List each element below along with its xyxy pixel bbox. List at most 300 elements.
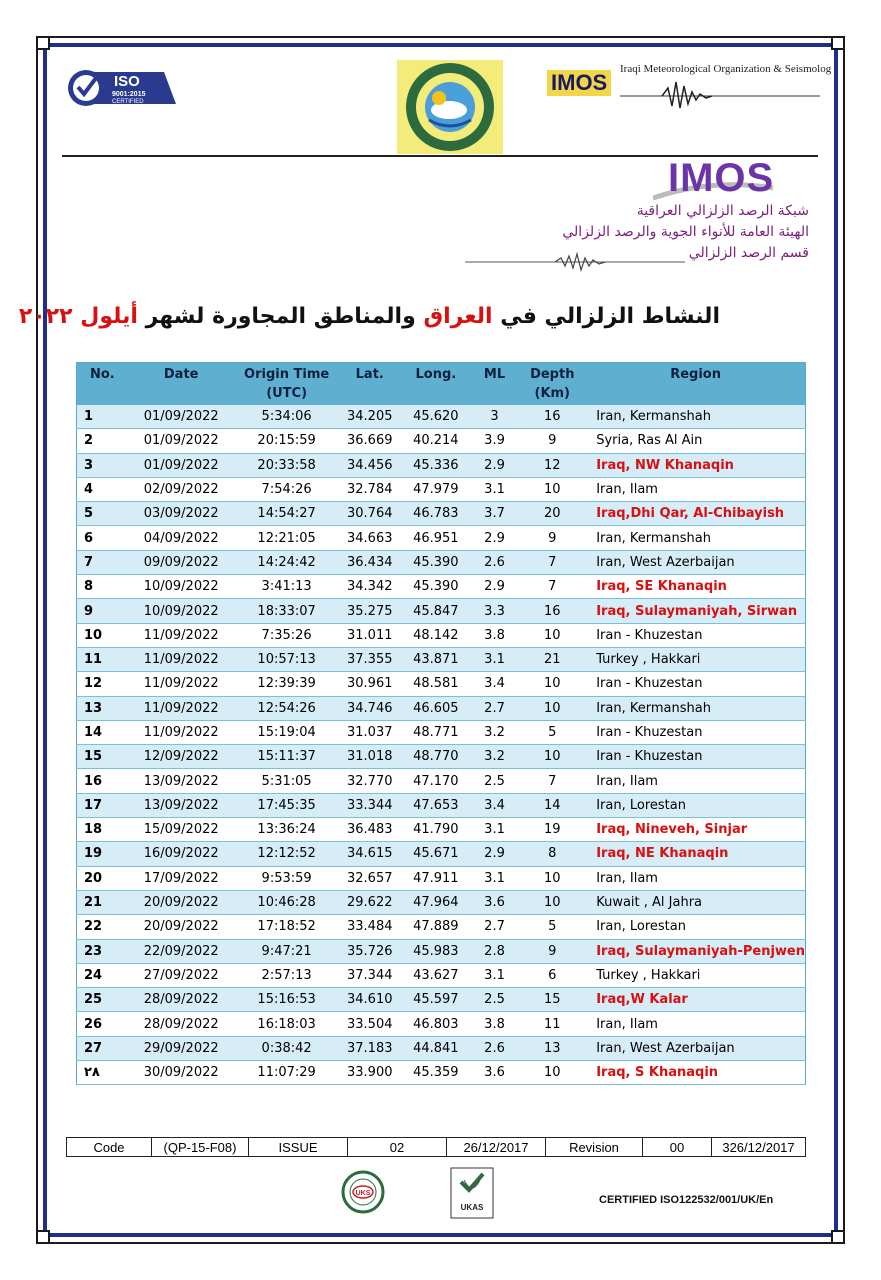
table-row [77, 939, 806, 963]
cell-ml: 3.1 [471, 477, 519, 501]
title-part-3: والمناطق المجاورة لشهر [145, 304, 416, 329]
cell-depth: 10 [518, 890, 586, 914]
cell-lat: 34.746 [339, 696, 401, 720]
cell-lat: 33.484 [339, 915, 401, 939]
col-origin-time-line2: (UTC) [266, 386, 308, 401]
cell-long: 45.597 [401, 988, 471, 1012]
cell-long: 47.170 [401, 769, 471, 793]
cell-ml: 3.1 [471, 963, 519, 987]
table-row [77, 526, 806, 550]
cell-lat: 30.764 [339, 502, 401, 526]
cell-depth: 20 [518, 502, 586, 526]
cell-origin-time: 10:46:28 [235, 890, 339, 914]
cell-ml: 2.7 [471, 696, 519, 720]
cell-region: Iraq, Sulaymaniyah, Sirwan [586, 599, 805, 623]
cell-depth: 11 [518, 1012, 586, 1036]
col-no: No. [77, 363, 128, 406]
cell-lat: 31.018 [339, 745, 401, 769]
cell-region: Iran, Ilam [586, 477, 805, 501]
cell-lat: 35.275 [339, 599, 401, 623]
cell-depth: 10 [518, 623, 586, 647]
cell-ml: 3.1 [471, 818, 519, 842]
cell-date: 11/09/2022 [128, 647, 235, 671]
cell-no: 6 [77, 526, 128, 550]
cell-origin-time: 12:39:39 [235, 672, 339, 696]
cell-no: 17 [77, 793, 128, 817]
organization-emblem [397, 60, 503, 154]
revision-date: 326/12/2017 [712, 1138, 806, 1157]
cell-depth: 10 [518, 866, 586, 890]
cell-ml: 3.2 [471, 745, 519, 769]
cell-ml: 3.6 [471, 1061, 519, 1085]
cell-no: 9 [77, 599, 128, 623]
cell-ml: 3.9 [471, 429, 519, 453]
cell-depth: 16 [518, 599, 586, 623]
cell-no: 16 [77, 769, 128, 793]
cell-depth: 10 [518, 672, 586, 696]
revision-value: 00 [643, 1138, 712, 1157]
cell-no: 1 [77, 405, 128, 429]
cell-lat: 35.726 [339, 939, 401, 963]
cell-region: Iraq,W Kalar [586, 988, 805, 1012]
cell-ml: 3.2 [471, 720, 519, 744]
corner-ornament-tr [831, 36, 845, 50]
cell-no: 14 [77, 720, 128, 744]
table-row [77, 793, 806, 817]
uks-label: UKS [355, 1190, 371, 1197]
table-row [77, 647, 806, 671]
cell-date: 02/09/2022 [128, 477, 235, 501]
cell-region: Turkey , Hakkari [586, 963, 805, 987]
report-title [18, 304, 720, 329]
cell-origin-time: 12:21:05 [235, 526, 339, 550]
issue-label: ISSUE [249, 1138, 348, 1157]
cell-date: 10/09/2022 [128, 575, 235, 599]
department-name-ar: قسم الرصد الزلزالي [688, 245, 809, 261]
cell-origin-time: 9:53:59 [235, 866, 339, 890]
cell-region: Iran, West Azerbaijan [586, 550, 805, 574]
col-origin-time-line1: Origin Time [244, 367, 330, 382]
col-region: Region [586, 363, 805, 406]
col-long: Long. [401, 363, 471, 406]
cell-lat: 37.355 [339, 647, 401, 671]
cell-lat: 31.011 [339, 623, 401, 647]
cell-lat: 36.669 [339, 429, 401, 453]
cell-date: 03/09/2022 [128, 502, 235, 526]
table-row [77, 429, 806, 453]
cell-long: 47.653 [401, 793, 471, 817]
cell-ml: 3.7 [471, 502, 519, 526]
cell-ml: 2.7 [471, 915, 519, 939]
network-name-ar: شبكة الرصد الزلزالي العراقية [636, 203, 809, 219]
cell-origin-time: 20:15:59 [235, 429, 339, 453]
certification-number: CERTIFIED ISO122532/001/UK/En [599, 1194, 774, 1206]
cell-no: 13 [77, 696, 128, 720]
cell-origin-time: 5:34:06 [235, 405, 339, 429]
cell-no: 26 [77, 1012, 128, 1036]
cell-date: 30/09/2022 [128, 1061, 235, 1085]
cell-date: 01/09/2022 [128, 453, 235, 477]
cell-origin-time: 13:36:24 [235, 818, 339, 842]
cell-date: 20/09/2022 [128, 890, 235, 914]
cell-region: Iran, Ilam [586, 769, 805, 793]
cell-long: 40.214 [401, 429, 471, 453]
cell-origin-time: 12:54:26 [235, 696, 339, 720]
cell-no: 27 [77, 1036, 128, 1060]
iso-label: ISO [114, 73, 140, 90]
cell-long: 45.847 [401, 599, 471, 623]
cell-date: 11/09/2022 [128, 672, 235, 696]
cell-no: 2 [77, 429, 128, 453]
cell-date: 13/09/2022 [128, 769, 235, 793]
imos-large-logo: IMOS [668, 156, 775, 200]
cell-origin-time: 15:16:53 [235, 988, 339, 1012]
cell-date: 28/09/2022 [128, 988, 235, 1012]
cell-origin-time: 7:54:26 [235, 477, 339, 501]
cell-date: 27/09/2022 [128, 963, 235, 987]
ukas-label: UKAS [460, 1203, 484, 1212]
cell-date: 11/09/2022 [128, 696, 235, 720]
cell-origin-time: 3:41:13 [235, 575, 339, 599]
cell-no: 5 [77, 502, 128, 526]
cell-no: 22 [77, 915, 128, 939]
cell-no: 24 [77, 963, 128, 987]
table-row [77, 915, 806, 939]
col-lat: Lat. [339, 363, 401, 406]
cell-date: 01/09/2022 [128, 429, 235, 453]
title-part-iraq: العراق [423, 304, 493, 329]
cell-origin-time: 2:57:13 [235, 963, 339, 987]
cell-depth: 7 [518, 575, 586, 599]
cell-depth: 9 [518, 939, 586, 963]
cell-depth: 15 [518, 988, 586, 1012]
cell-region: Iran, Kermanshah [586, 696, 805, 720]
cell-lat: 37.344 [339, 963, 401, 987]
cell-lat: 31.037 [339, 720, 401, 744]
cell-lat: 36.483 [339, 818, 401, 842]
cell-date: 12/09/2022 [128, 745, 235, 769]
table-row [77, 453, 806, 477]
cell-ml: 3.4 [471, 672, 519, 696]
table-row [77, 623, 806, 647]
col-origin-time [235, 363, 339, 406]
corner-ornament-bl [36, 1230, 50, 1244]
cell-lat: 34.663 [339, 526, 401, 550]
cell-origin-time: 14:24:42 [235, 550, 339, 574]
cell-ml: 3.1 [471, 866, 519, 890]
cell-ml: 3.3 [471, 599, 519, 623]
cell-no: 11 [77, 647, 128, 671]
cell-long: 47.964 [401, 890, 471, 914]
cell-long: 48.581 [401, 672, 471, 696]
cell-origin-time: 10:57:13 [235, 647, 339, 671]
seismograph-icon [620, 80, 820, 110]
cell-region: Turkey , Hakkari [586, 647, 805, 671]
cell-region: Iran, Lorestan [586, 793, 805, 817]
cell-ml: 2.6 [471, 550, 519, 574]
revision-label: Revision [546, 1138, 643, 1157]
cell-lat: 37.183 [339, 1036, 401, 1060]
table-row [77, 575, 806, 599]
cell-ml: 2.8 [471, 939, 519, 963]
cell-depth: 8 [518, 842, 586, 866]
cell-date: 16/09/2022 [128, 842, 235, 866]
cell-lat: 32.770 [339, 769, 401, 793]
cell-ml: 3 [471, 405, 519, 429]
col-ml: ML [471, 363, 519, 406]
cell-date: 20/09/2022 [128, 915, 235, 939]
cell-long: 47.979 [401, 477, 471, 501]
cell-long: 45.359 [401, 1061, 471, 1085]
cell-region: Iran - Khuzestan [586, 623, 805, 647]
imos-organization-name: Iraqi Meteorological Organization & Seismolog [620, 63, 832, 75]
cell-region: Iran, Ilam [586, 866, 805, 890]
corner-ornament-br [831, 1230, 845, 1244]
cell-region: Iran, Kermanshah [586, 405, 805, 429]
cell-lat: 34.205 [339, 405, 401, 429]
imos-header-logo: IMOS [547, 70, 611, 96]
cell-depth: 6 [518, 963, 586, 987]
document-control-table [66, 1137, 806, 1157]
cell-lat: 34.456 [339, 453, 401, 477]
cell-region: Iraq, NW Khanaqin [586, 453, 805, 477]
table-row [77, 1061, 806, 1085]
registration-seal-icon [336, 1170, 390, 1214]
cell-region: Iran - Khuzestan [586, 745, 805, 769]
cell-region: Iran, West Azerbaijan [586, 1036, 805, 1060]
cell-date: 28/09/2022 [128, 1012, 235, 1036]
table-row [77, 769, 806, 793]
cell-region: Iran - Khuzestan [586, 720, 805, 744]
cell-long: 46.951 [401, 526, 471, 550]
cell-no: 21 [77, 890, 128, 914]
cell-origin-time: 15:11:37 [235, 745, 339, 769]
cell-region: Iraq, Sulaymaniyah-Penjwen [586, 939, 805, 963]
cell-region: Kuwait , Al Jahra [586, 890, 805, 914]
cell-long: 46.605 [401, 696, 471, 720]
cell-lat: 36.434 [339, 550, 401, 574]
cell-ml: 2.5 [471, 769, 519, 793]
cell-origin-time: 12:12:52 [235, 842, 339, 866]
cell-long: 47.911 [401, 866, 471, 890]
table-row [77, 1036, 806, 1060]
table-row [77, 818, 806, 842]
iso-standard: 9001:2015 [112, 91, 146, 98]
cell-depth: 10 [518, 745, 586, 769]
table-header-row [77, 363, 806, 406]
cell-ml: 2.9 [471, 526, 519, 550]
table-row [77, 599, 806, 623]
cell-no: ٢٨ [77, 1061, 128, 1085]
cell-date: 17/09/2022 [128, 866, 235, 890]
cell-long: 43.871 [401, 647, 471, 671]
ukas-logo-icon [449, 1166, 495, 1220]
cell-ml: 3.1 [471, 647, 519, 671]
cell-long: 45.620 [401, 405, 471, 429]
cell-origin-time: 5:31:05 [235, 769, 339, 793]
cell-no: 20 [77, 866, 128, 890]
table-body [77, 405, 806, 1085]
cell-date: 10/09/2022 [128, 599, 235, 623]
cell-date: 22/09/2022 [128, 939, 235, 963]
cell-long: 48.771 [401, 720, 471, 744]
cell-no: 7 [77, 550, 128, 574]
authority-name-ar: الهيئة العامة للأنواء الجوية والرصد الزلزالي [562, 224, 809, 240]
cell-region: Iran, Lorestan [586, 915, 805, 939]
cell-long: 43.627 [401, 963, 471, 987]
table-row [77, 963, 806, 987]
cell-date: 04/09/2022 [128, 526, 235, 550]
cell-region: Iran, Kermanshah [586, 526, 805, 550]
col-depth-line1: Depth [530, 367, 575, 382]
cell-no: 23 [77, 939, 128, 963]
cell-origin-time: 20:33:58 [235, 453, 339, 477]
cell-depth: 10 [518, 696, 586, 720]
cell-long: 41.790 [401, 818, 471, 842]
issue-date: 26/12/2017 [447, 1138, 546, 1157]
seismograph-wave-icon [465, 252, 685, 272]
cell-no: 12 [77, 672, 128, 696]
cell-depth: 9 [518, 429, 586, 453]
table-row [77, 477, 806, 501]
cell-region: Iraq, S Khanaqin [586, 1061, 805, 1085]
cell-long: 45.390 [401, 575, 471, 599]
table-row [77, 890, 806, 914]
col-depth [518, 363, 586, 406]
cell-ml: 2.9 [471, 575, 519, 599]
cell-lat: 34.342 [339, 575, 401, 599]
cell-lat: 34.615 [339, 842, 401, 866]
table-row [77, 1012, 806, 1036]
corner-ornament-tl [36, 36, 50, 50]
cell-origin-time: 7:35:26 [235, 623, 339, 647]
code-label: Code [67, 1138, 152, 1157]
cell-origin-time: 18:33:07 [235, 599, 339, 623]
table-row [77, 866, 806, 890]
cell-long: 48.142 [401, 623, 471, 647]
cell-depth: 7 [518, 550, 586, 574]
cell-ml: 3.6 [471, 890, 519, 914]
cell-depth: 14 [518, 793, 586, 817]
cell-long: 45.336 [401, 453, 471, 477]
cell-ml: 3.8 [471, 1012, 519, 1036]
cell-ml: 3.8 [471, 623, 519, 647]
cell-lat: 33.504 [339, 1012, 401, 1036]
cell-long: 45.983 [401, 939, 471, 963]
cell-ml: 3.4 [471, 793, 519, 817]
cell-no: 8 [77, 575, 128, 599]
cell-depth: 19 [518, 818, 586, 842]
table-row [77, 988, 806, 1012]
table-row [77, 696, 806, 720]
table-row [77, 550, 806, 574]
cell-long: 46.783 [401, 502, 471, 526]
cell-depth: 12 [518, 453, 586, 477]
cell-depth: 13 [518, 1036, 586, 1060]
table-row [77, 720, 806, 744]
cell-region: Iraq, Nineveh, Sinjar [586, 818, 805, 842]
cell-long: 45.390 [401, 550, 471, 574]
cell-no: 3 [77, 453, 128, 477]
cell-origin-time: 15:19:04 [235, 720, 339, 744]
cell-no: 15 [77, 745, 128, 769]
cell-region: Iran - Khuzestan [586, 672, 805, 696]
cell-ml: 2.9 [471, 842, 519, 866]
table-row [77, 842, 806, 866]
cell-region: Iran, Ilam [586, 1012, 805, 1036]
cell-date: 13/09/2022 [128, 793, 235, 817]
issue-value: 02 [348, 1138, 447, 1157]
title-part-month: أيلول ٢٠٢٢ [18, 304, 138, 329]
cell-lat: 34.610 [339, 988, 401, 1012]
cell-depth: 10 [518, 1061, 586, 1085]
cell-origin-time: 17:18:52 [235, 915, 339, 939]
code-value: (QP-15-F08) [152, 1138, 249, 1157]
table-row [77, 502, 806, 526]
earthquake-table [76, 362, 806, 1085]
cell-date: 29/09/2022 [128, 1036, 235, 1060]
cell-depth: 21 [518, 647, 586, 671]
cell-ml: 2.5 [471, 988, 519, 1012]
cell-origin-time: 11:07:29 [235, 1061, 339, 1085]
cell-long: 47.889 [401, 915, 471, 939]
table-row [77, 405, 806, 429]
cell-long: 44.841 [401, 1036, 471, 1060]
cell-lat: 32.657 [339, 866, 401, 890]
cell-region: Iraq,Dhi Qar, Al-Chibayish [586, 502, 805, 526]
cell-ml: 2.9 [471, 453, 519, 477]
cell-no: 10 [77, 623, 128, 647]
cell-origin-time: 14:54:27 [235, 502, 339, 526]
cell-region: Iraq, NE Khanaqin [586, 842, 805, 866]
cell-ml: 2.6 [471, 1036, 519, 1060]
cell-depth: 7 [518, 769, 586, 793]
cell-origin-time: 9:47:21 [235, 939, 339, 963]
title-part-1: النشاط الزلزالي في [500, 304, 720, 329]
cell-origin-time: 0:38:42 [235, 1036, 339, 1060]
table-row [77, 672, 806, 696]
cell-depth: 16 [518, 405, 586, 429]
cell-date: 09/09/2022 [128, 550, 235, 574]
cell-no: 19 [77, 842, 128, 866]
cell-long: 45.671 [401, 842, 471, 866]
cell-no: 18 [77, 818, 128, 842]
cell-date: 11/09/2022 [128, 720, 235, 744]
table-row [77, 745, 806, 769]
cell-lat: 33.900 [339, 1061, 401, 1085]
cell-depth: 5 [518, 915, 586, 939]
cell-date: 11/09/2022 [128, 623, 235, 647]
iso-certified: CERTIFIED [112, 99, 144, 105]
cell-depth: 10 [518, 477, 586, 501]
col-depth-line2: (Km) [534, 386, 571, 401]
emblem-seal-icon [397, 60, 503, 154]
cell-lat: 29.622 [339, 890, 401, 914]
cell-no: 25 [77, 988, 128, 1012]
cell-no: 4 [77, 477, 128, 501]
cell-date: 01/09/2022 [128, 405, 235, 429]
iso-certified-logo [66, 68, 176, 108]
cell-origin-time: 16:18:03 [235, 1012, 339, 1036]
cell-long: 48.770 [401, 745, 471, 769]
cell-region: Syria, Ras Al Ain [586, 429, 805, 453]
cell-long: 46.803 [401, 1012, 471, 1036]
cell-lat: 30.961 [339, 672, 401, 696]
cell-lat: 33.344 [339, 793, 401, 817]
cell-depth: 5 [518, 720, 586, 744]
cell-region: Iraq, SE Khanaqin [586, 575, 805, 599]
document-control-row [67, 1138, 806, 1157]
